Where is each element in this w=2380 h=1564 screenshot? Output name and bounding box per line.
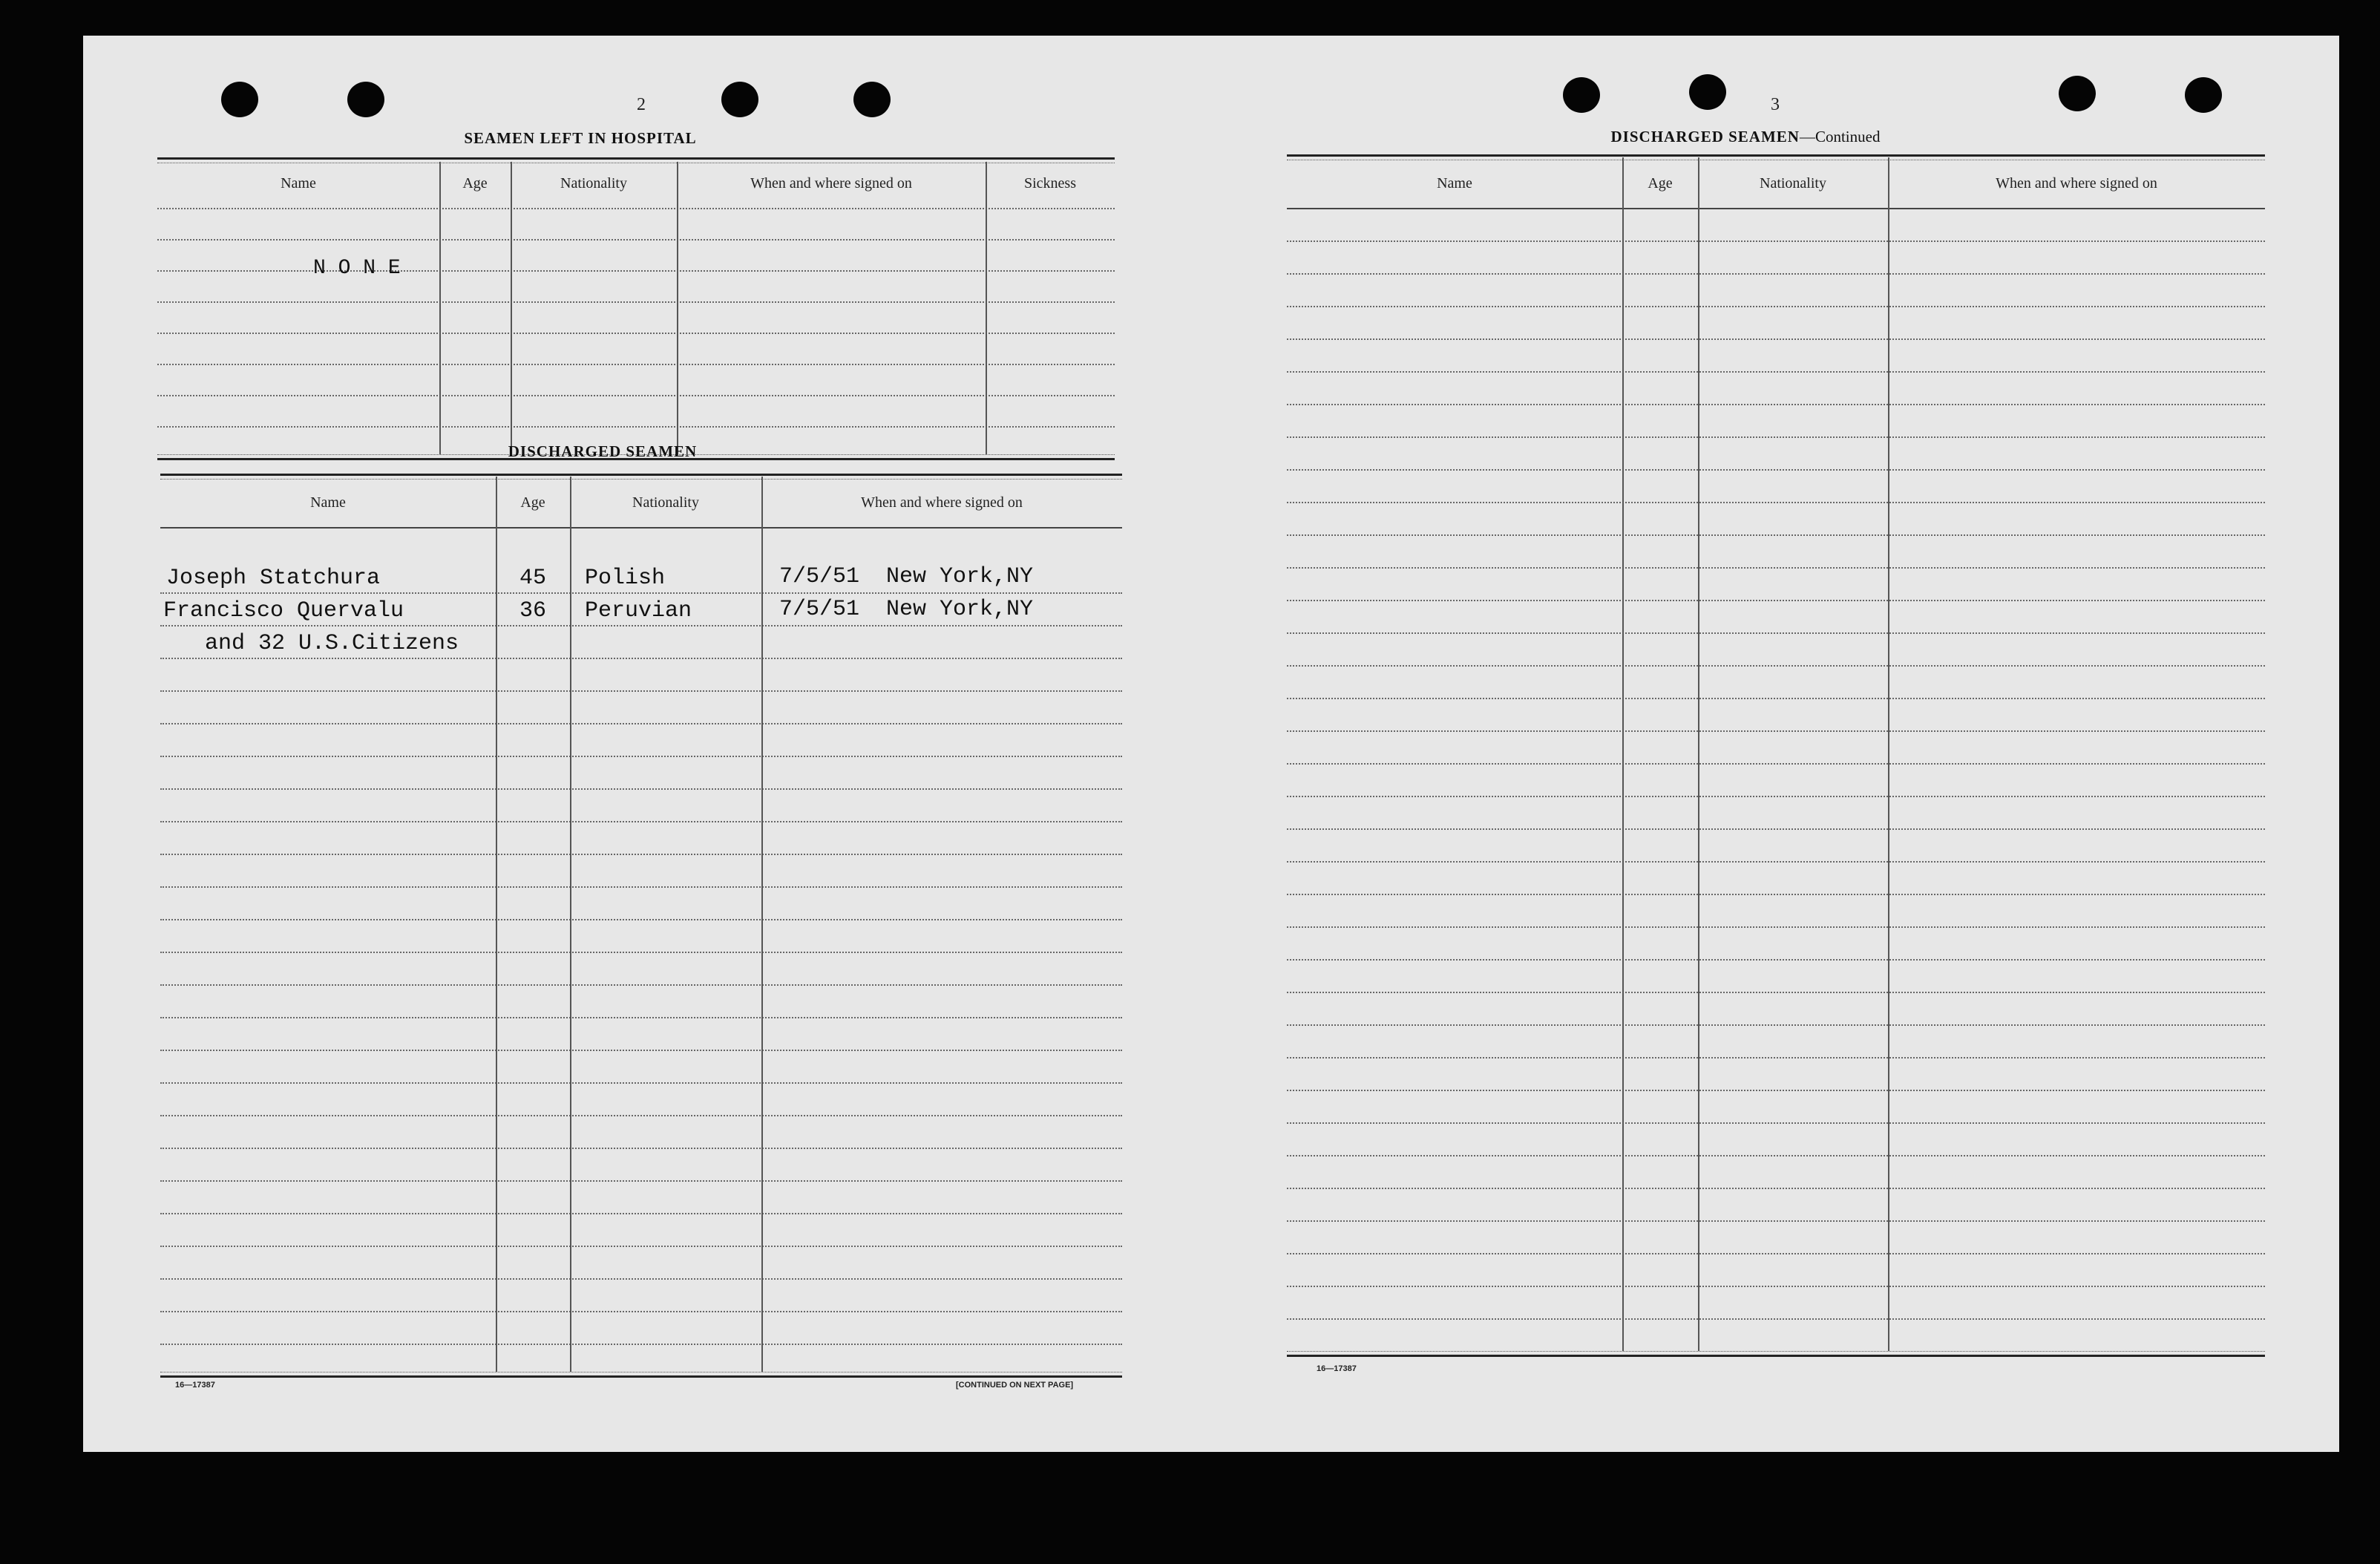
discharged-continued-title-main: DISCHARGED SEAMEN bbox=[1610, 128, 1800, 145]
form-number-right: 16—17387 bbox=[1317, 1364, 1357, 1373]
punch-hole bbox=[1563, 77, 1600, 113]
form-number-left: 16—17387 bbox=[175, 1381, 215, 1390]
right-header-name: Name bbox=[1437, 175, 1472, 192]
discharged-row-1-name: Joseph Statchura bbox=[166, 566, 381, 591]
hospital-header-sickness: Sickness bbox=[1024, 175, 1076, 192]
hospital-header-age: Age bbox=[462, 175, 488, 192]
discharged-row-3-name: and 32 U.S.Citizens bbox=[178, 631, 459, 656]
discharged-row-2-name: Francisco Quervalu bbox=[163, 598, 404, 624]
discharged-header-signed-on: When and where signed on bbox=[861, 494, 1023, 511]
punch-hole bbox=[221, 82, 258, 117]
discharged-row-2-nationality: Peruvian bbox=[585, 598, 692, 624]
hospital-header-signed-on: When and where signed on bbox=[750, 175, 912, 192]
scanned-form-sheet bbox=[83, 36, 2339, 1452]
right-header-age: Age bbox=[1648, 175, 1673, 192]
hospital-entry-none: N O N E bbox=[313, 257, 401, 280]
discharged-table-left bbox=[160, 474, 1122, 1376]
discharged-header-nationality: Nationality bbox=[632, 494, 699, 511]
discharged-row-1-nationality: Polish bbox=[585, 566, 666, 591]
punch-hole bbox=[1689, 74, 1726, 110]
hospital-table bbox=[157, 157, 1115, 459]
hospital-header-nationality: Nationality bbox=[560, 175, 627, 192]
hospital-header-name: Name bbox=[281, 175, 316, 192]
discharged-section-title: DISCHARGED SEAMEN bbox=[508, 442, 698, 460]
discharged-header-name: Name bbox=[310, 494, 346, 511]
right-header-signed-on: When and where signed on bbox=[1996, 175, 2157, 192]
page-number-left: 2 bbox=[637, 95, 646, 114]
punch-hole bbox=[2185, 77, 2222, 113]
discharged-continued-suffix: —Continued bbox=[1799, 128, 1881, 145]
page-number-right: 3 bbox=[1771, 95, 1780, 114]
discharged-row-1-signed-on: 7/5/51 New York,NY bbox=[779, 564, 1034, 589]
discharged-row-1-age: 45 bbox=[519, 566, 547, 591]
punch-hole bbox=[721, 82, 758, 117]
punch-hole bbox=[2059, 76, 2096, 111]
punch-hole bbox=[853, 82, 891, 117]
discharged-continued-title bbox=[1523, 128, 1968, 146]
right-header-nationality: Nationality bbox=[1760, 175, 1826, 192]
punch-hole bbox=[347, 82, 384, 117]
continued-note: [CONTINUED ON NEXT PAGE] bbox=[956, 1381, 1074, 1390]
discharged-table-right bbox=[1287, 154, 2265, 1358]
discharged-row-2-signed-on: 7/5/51 New York,NY bbox=[779, 597, 1034, 622]
hospital-section-title: SEAMEN LEFT IN HOSPITAL bbox=[464, 129, 697, 147]
discharged-row-2-age: 36 bbox=[519, 598, 547, 624]
discharged-header-age: Age bbox=[520, 494, 545, 511]
